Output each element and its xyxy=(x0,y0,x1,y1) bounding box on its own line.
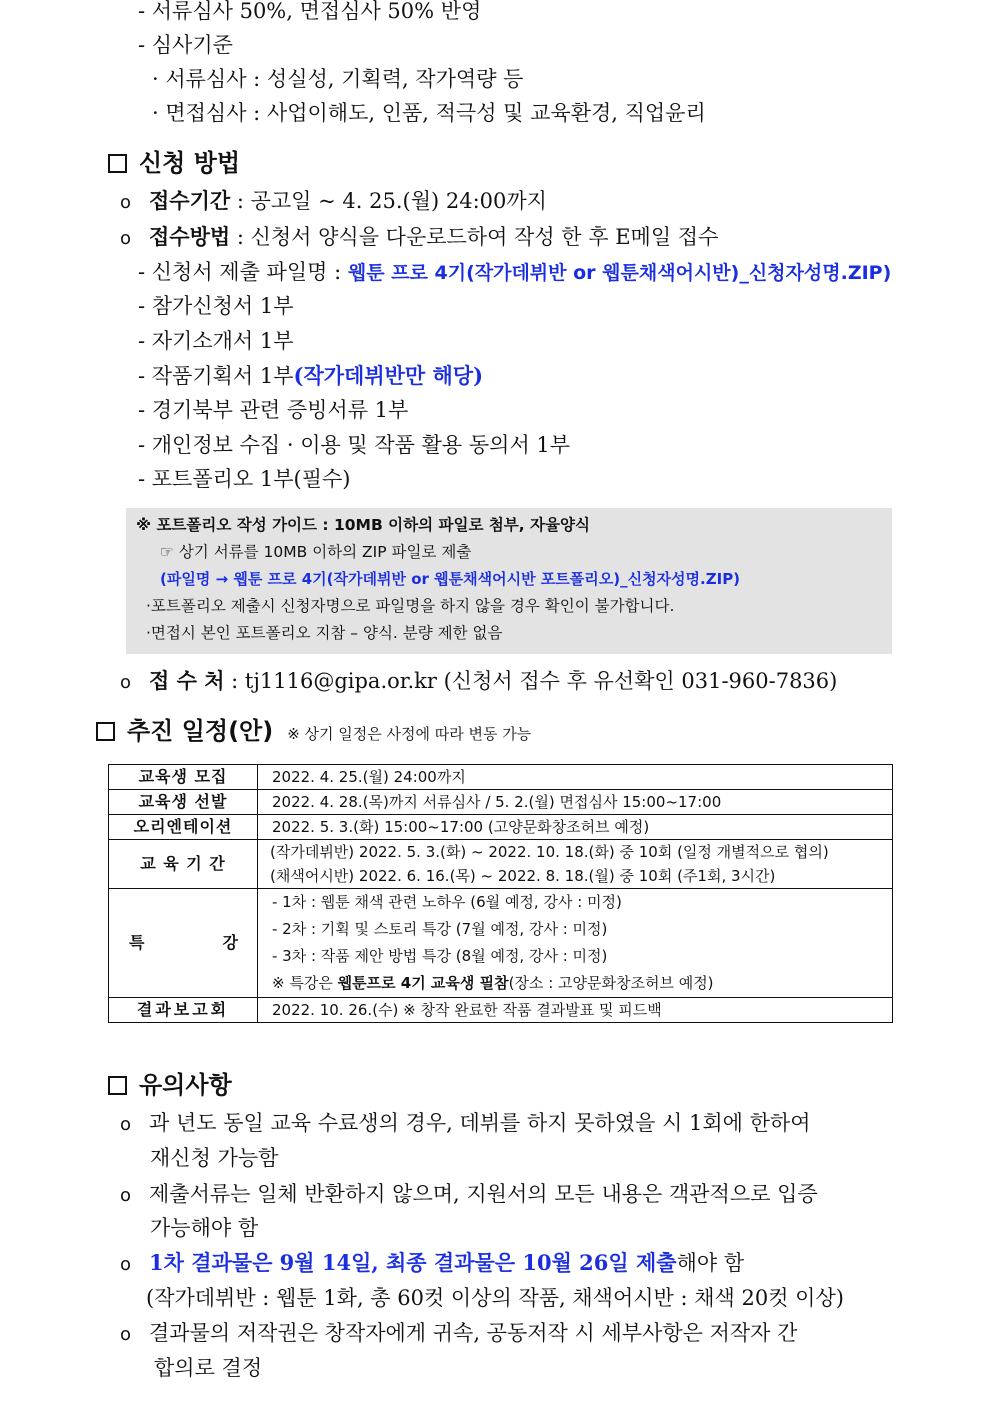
guide-filename-line: (파일명 → 웹툰 프로 4기(작가데뷔반 or 웹툰채색어시반 포트폴리오)_신청자성명.ZIP) xyxy=(160,570,741,588)
doc-self-intro: - 자기소개서 1부 xyxy=(138,329,294,353)
schedule-section-title: 추진 일정(안) xyxy=(127,717,274,745)
doc-application: - 참가신청서 1부 xyxy=(138,294,294,318)
period-line xyxy=(120,186,547,218)
notice-item-4: o 결과물의 저작권은 창작자에게 귀속, 공동저작 시 세부사항은 저작자 간 xyxy=(120,1316,797,1352)
checkbox-square-icon xyxy=(108,1076,127,1095)
table-row xyxy=(109,840,893,889)
checkbox-square-icon xyxy=(96,722,115,741)
doc-plan-text: - 작품기획서 1부 xyxy=(138,364,294,388)
doc-evidence: - 경기북부 관련 증빙서류 1부 xyxy=(138,398,409,422)
method-line xyxy=(120,222,718,254)
lecture-note: ※ 특강은 웹툰프로 4기 교육생 필참(장소 : 고양문화창조허브 예정) xyxy=(272,974,714,992)
lecture-3: - 3차 : 작품 제안 방법 특강 (8월 예정, 강사 : 미정) xyxy=(272,947,608,965)
contact-label: 접 수 처 xyxy=(149,668,225,693)
doc-plan-note: (작가데뷔반만 해당) xyxy=(293,363,484,388)
contact-line xyxy=(120,666,837,698)
interview-review-line: · 면접심사 : 사업이해도, 인품, 적극성 및 교육환경, 직업윤리 xyxy=(152,101,706,125)
row-label-selection: 교육생 선발 xyxy=(109,790,258,815)
notice-section-heading xyxy=(108,1070,232,1100)
table-row xyxy=(109,889,893,998)
row-label-orientation: 오리엔테이션 xyxy=(109,815,258,840)
row-label-recruit: 교육생 모집 xyxy=(109,765,258,790)
table-row xyxy=(109,765,893,790)
guide-title: ※ 포트폴리오 작성 가이드 : 10MB 이하의 파일로 첨부, 자율양식 xyxy=(136,516,590,534)
doc-plan xyxy=(138,361,483,391)
lecture-1: - 1차 : 웹툰 채색 관련 노하우 (6월 예정, 강사 : 미정) xyxy=(272,893,622,911)
schedule-note: ※ 상기 일정은 사정에 따라 변동 가능 xyxy=(287,725,532,743)
row-label-report: 결과보고회 xyxy=(109,998,258,1023)
notice-section-title: 유의사항 xyxy=(139,1071,232,1099)
notice-item-1-cont: 재신청 가능함 xyxy=(150,1146,279,1170)
filename-value: 웹툰 프로 4기(작가데뷔반 or 웹툰채색어시반)_신청자성명.ZIP) xyxy=(347,262,892,284)
document-review-line: · 서류심사 : 성실성, 기획력, 작가역량 등 xyxy=(152,67,524,91)
table-row xyxy=(109,790,893,815)
period-assist: (채색어시반) 2022. 6. 16.(목) ~ 2022. 8. 18.(월) 중 10회 (주1회, 3시간) xyxy=(270,867,776,885)
doc-portfolio: - 포트폴리오 1부(필수) xyxy=(138,467,351,491)
row-value-recruit: 2022. 4. 25.(월) 24:00까지 xyxy=(258,765,893,790)
circle-bullet-icon: o xyxy=(120,1114,132,1135)
deadline-text: 1차 결과물은 9월 14일, 최종 결과물은 10월 26일 제출 xyxy=(149,1250,677,1275)
guide-zip-line: ☞ 상기 서류를 10MB 이하의 ZIP 파일로 제출 xyxy=(160,543,472,561)
schedule-table xyxy=(108,764,893,1023)
circle-bullet-icon: o xyxy=(120,228,132,249)
doc-consent: - 개인정보 수집 · 이용 및 작품 활용 동의서 1부 xyxy=(138,433,571,457)
guide-name-warning: ·포트폴리오 제출시 신청자명으로 파일명을 하지 않을 경우 확인이 불가합니다. xyxy=(146,597,675,615)
row-value-orientation: 2022. 5. 3.(화) 15:00~17:00 (고양문화창조허브 예정) xyxy=(258,815,893,840)
checkbox-square-icon xyxy=(108,154,127,173)
circle-bullet-icon: o xyxy=(120,1254,132,1275)
filename-line xyxy=(138,257,891,288)
notice-item-2-cont: 가능해야 함 xyxy=(150,1216,259,1240)
circle-bullet-icon: o xyxy=(120,1324,132,1345)
notice-item-4-cont: 합의로 결정 xyxy=(154,1356,263,1380)
guide-interview-note: ·면접시 본인 포트폴리오 지참 – 양식. 분량 제한 없음 xyxy=(146,624,503,642)
apply-section-heading xyxy=(108,148,240,178)
filename-prefix: - 신청서 제출 파일명 : xyxy=(138,260,348,284)
circle-bullet-icon: o xyxy=(120,1185,132,1206)
table-row xyxy=(109,815,893,840)
circle-bullet-icon: o xyxy=(120,192,132,213)
portfolio-guide-box xyxy=(126,508,892,654)
period-value: : 공고일 ~ 4. 25.(월) 24:00까지 xyxy=(230,189,547,213)
row-label-lecture xyxy=(109,889,258,998)
row-value-report: 2022. 10. 26.(수) ※ 창작 완료한 작품 결과발표 및 피드백 xyxy=(258,998,893,1023)
method-value: : 신청서 양식을 다운로드하여 작성 한 후 E메일 접수 xyxy=(230,225,719,249)
review-criteria-line: - 심사기준 xyxy=(138,33,233,57)
row-value-period xyxy=(258,840,893,889)
review-ratio-line: - 서류심사 50%, 면접심사 50% 반영 xyxy=(138,0,482,23)
table-row xyxy=(109,998,893,1023)
schedule-section-heading xyxy=(96,716,531,749)
method-label: 접수방법 xyxy=(149,224,231,249)
notice-item-3: o 1차 결과물은 9월 14일, 최종 결과물은 10월 26일 제출해야 함 xyxy=(120,1246,744,1282)
row-value-lecture xyxy=(258,889,893,998)
notice-item-2: o 제출서류는 일체 반환하지 않으며, 지원서의 모든 내용은 객관적으로 입증 xyxy=(120,1177,818,1213)
lecture-2: - 2차 : 기획 및 스토리 특강 (7월 예정, 강사 : 미정) xyxy=(272,920,608,938)
row-value-selection: 2022. 4. 28.(목)까지 서류심사 / 5. 2.(월) 면접심사 15:00~17:00 xyxy=(258,790,893,815)
row-label-period: 교 육 기 간 xyxy=(109,840,258,889)
circle-bullet-icon: o xyxy=(120,672,132,693)
lecture-label-b: 강 xyxy=(222,933,239,952)
apply-section-title: 신청 방법 xyxy=(139,149,241,177)
lecture-label-a: 특 xyxy=(129,933,146,952)
notice-item-1: o 과 년도 동일 교육 수료생의 경우, 데뷔를 하지 못하였을 시 1회에 한하여 xyxy=(120,1106,811,1142)
notice-item-3-cont: (작가데뷔반 : 웹툰 1화, 총 60컷 이상의 작품, 채색어시반 : 채색 20컷 이상) xyxy=(146,1286,844,1310)
period-label: 접수기간 xyxy=(149,188,231,213)
contact-value: : tj1116@gipa.or.kr (신청서 접수 후 유선확인 031-960-7836) xyxy=(224,669,838,693)
period-debut: (작가데뷔반) 2022. 5. 3.(화) ~ 2022. 10. 18.(화) 중 10회 (일정 개별적으로 협의) xyxy=(270,843,829,861)
